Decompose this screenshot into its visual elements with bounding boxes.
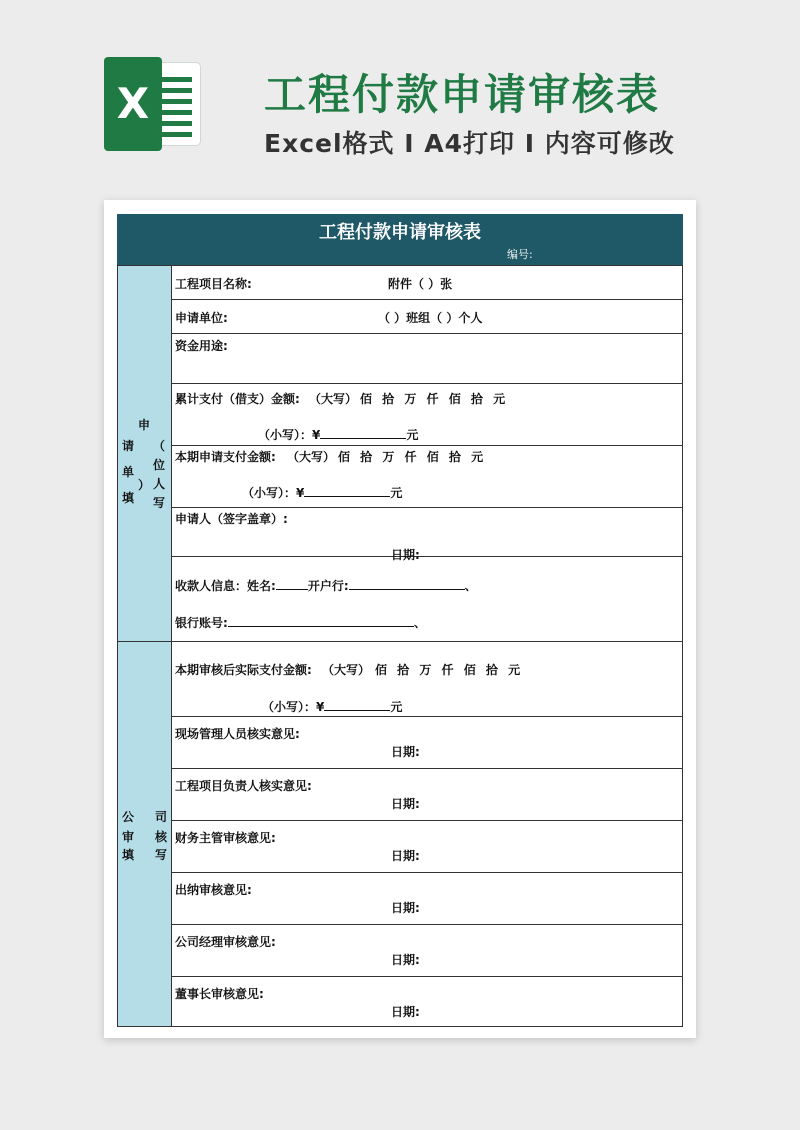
form-number-label: 编号: [507,248,533,261]
form-title: 工程付款申请审核表 [319,222,481,243]
applicant-unit-row[interactable]: 申请单位: （ ）班组（ ）个人 [172,300,682,334]
page-subtitle: Excel格式 I A4打印 I 内容可修改 [264,129,675,158]
project-name-row[interactable]: 工程项目名称: 附件（ ）张 [172,266,682,300]
excel-logo-icon: X [104,57,202,151]
spreadsheet-preview [104,200,696,1038]
payment-form [117,214,683,1027]
opinion-row[interactable]: 董事长审核意见: 日期: [175,987,420,1019]
opinion-row[interactable]: 财务主管审核意见: 日期: [172,821,682,873]
payee-info-row[interactable]: 收款人信息：姓名: 开户行: 、 银行账号: 、 [175,579,477,630]
opinion-row[interactable]: 出纳审核意见: 日期: [172,873,682,925]
current-amount-row[interactable]: 本期申请支付金额: （大写） 佰 拾 万 仟 佰 拾 元 （小写）：¥ 元 [172,446,682,508]
cumulative-amount-row[interactable]: 累计支付（借支）金额: （大写） 佰 拾 万 仟 佰 拾 元 （小写）：¥ 元 [172,384,682,446]
applicant-sign-row[interactable]: 申请人（签字盖章）: 日期: [172,508,682,557]
company-review-section [118,641,682,1026]
applicant-section [118,265,682,641]
opinion-row[interactable]: 现场管理人员核实意见: 日期: [172,717,682,769]
approved-amount-row[interactable]: 本期审核后实际支付金额: （大写） 佰 拾 万 仟 佰 拾 元 （小写）：¥ 元 [172,642,682,717]
applicant-section-label: 申 请 单 填 （ 位 人 写 ） [118,266,172,641]
fund-usage-row[interactable]: 资金用途: [172,334,682,384]
opinion-row[interactable]: 工程项目负责人核实意见: 日期: [172,769,682,821]
opinion-row[interactable]: 公司经理审核意见: 日期: [172,925,682,977]
company-section-label: 公 司 审 核 填 写 [118,642,172,1026]
form-table [117,265,683,1027]
form-title-bar [117,214,683,265]
page-title: 工程付款申请审核表 [264,70,661,119]
